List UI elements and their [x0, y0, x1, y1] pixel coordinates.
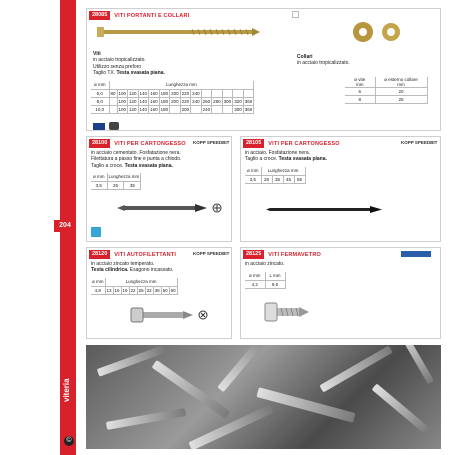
- product-title: VITI PORTANTI E COLLARI: [114, 12, 190, 19]
- product-box-28125: [240, 247, 441, 339]
- collar-washers-image: [349, 21, 409, 43]
- brand-logo: KOPP SPEEDBIT: [193, 251, 230, 256]
- product-box-28100: 28100 VITI PER CARTONGESSO KOPP SPEEDBIT in acciaio cementato. Fosfatazione nera. Filettatura a passo fine e punta a chiodo. Taglio a croce. Testa svasata piana. ø mm Lunghezza mm 3,5 25 35: [86, 136, 232, 242]
- table-row: 4,8 13 16 19 22 25 32 38 50 60: [91, 286, 177, 294]
- desc-line-3: Taglio TX.: [93, 70, 116, 77]
- product-box-28085: [86, 8, 441, 131]
- package-icon: [91, 227, 101, 237]
- product-title: VITI PER CARTONGESSO: [114, 140, 186, 147]
- brand-logo: KOPP SPEEDBIT: [193, 140, 230, 145]
- product-box-28105: 28105 VITI PER CARTONGESSO KOPP SPEEDBIT in acciaio. Fosfatazione nera. Taglio a croce. Testa svasata piana. ø mm Lunghezza mm 3,5 25 35 45 55: [240, 136, 441, 242]
- section-label-wrap: [60, 352, 76, 412]
- product-code: 28120: [89, 250, 110, 259]
- desc-bold: Testa svasata piana.: [116, 70, 165, 77]
- length-table: ø mm Lunghezza mm 4,8 13 16 19 22 25 32 38 50 60: [92, 279, 176, 293]
- table-row: 6 20: [345, 88, 427, 96]
- collar-desc: in acciaio tropicalizzato.: [297, 60, 350, 67]
- brand-badge-icon: [401, 251, 431, 257]
- product-code: 28105: [243, 139, 264, 148]
- table-row: 8,0 100 120 140 160 180 200 220 240 260 280 300 320 360: [91, 97, 254, 105]
- length-table: ø mm Lunghezza mm 3,5 25 35: [93, 174, 140, 188]
- length-table: ø mm Lunghezza mm 6,0 80 100 120 140 160 180 200 220 240 8,0 100 120 140 160 180 200 220 240 260 280 300 320 360 10,0 100 120 140 160 180 200 240 300 360: [91, 81, 254, 114]
- product-box-28120: 28120 VITI AUTOFILETTANTI KOPP SPEEDBIT in acciaio zincato temperato. Testa cilindrica. Esagono incassato. ø mm Lunghezza mm 4,8 13 16 19 22 25 32 38 50 60: [86, 247, 232, 339]
- table-row: 10,0 100 120 140 160 180 200 240 300 360: [91, 105, 254, 113]
- desc-line-2: Utilizzo senza preforo: [93, 63, 142, 70]
- product-title: VITI AUTOFILETTANTI: [114, 251, 177, 258]
- product-name: Viti: [93, 51, 101, 57]
- socket-screw-image: [129, 306, 209, 324]
- product-code: 28085: [89, 11, 110, 20]
- table-row: 6,0 80 100 120 140 160 180 200 220 240: [91, 89, 254, 97]
- table-row: 4,2 9,5: [245, 280, 285, 288]
- table-row: 3,5 25 35 45 55: [245, 175, 305, 183]
- drywall-screw-image: [117, 201, 227, 215]
- collar-name: Collari: [297, 54, 313, 60]
- table-row: 3,5 25 35: [91, 181, 141, 189]
- collar-table: ø vite mm ø esterno collare mm 6 20 8 25: [345, 77, 428, 104]
- glazing-screw-image: [263, 300, 323, 324]
- black-drywall-screw-image: [266, 205, 406, 215]
- screws-photo: [86, 345, 441, 449]
- brand-logo: KOPP SPEEDBIT: [401, 140, 438, 145]
- product-code: 28125: [243, 250, 264, 259]
- screw-gold-image: [92, 26, 292, 38]
- table-row: 8 25: [345, 96, 427, 104]
- checkbox-icon: [292, 11, 299, 18]
- desc-line: in acciaio zincato.: [245, 261, 285, 267]
- ce-flag-icon: [93, 123, 105, 130]
- section-label: viteria: [62, 378, 71, 402]
- product-title: VITI PER CARTONGESSO: [268, 140, 340, 147]
- copyright-icon: ©: [64, 436, 74, 446]
- length-table: ø mm L mm 4,2 9,5: [245, 272, 286, 289]
- product-code: 28100: [89, 139, 110, 148]
- cert-icon: [109, 122, 119, 130]
- length-table: ø mm Lunghezza mm 3,5 25 35 45 55: [245, 167, 306, 184]
- page-number: 204: [54, 220, 76, 232]
- desc-line-1: in acciaio tropicalizzato.: [93, 57, 146, 64]
- product-title: VITI FERMAVETRO: [268, 251, 322, 258]
